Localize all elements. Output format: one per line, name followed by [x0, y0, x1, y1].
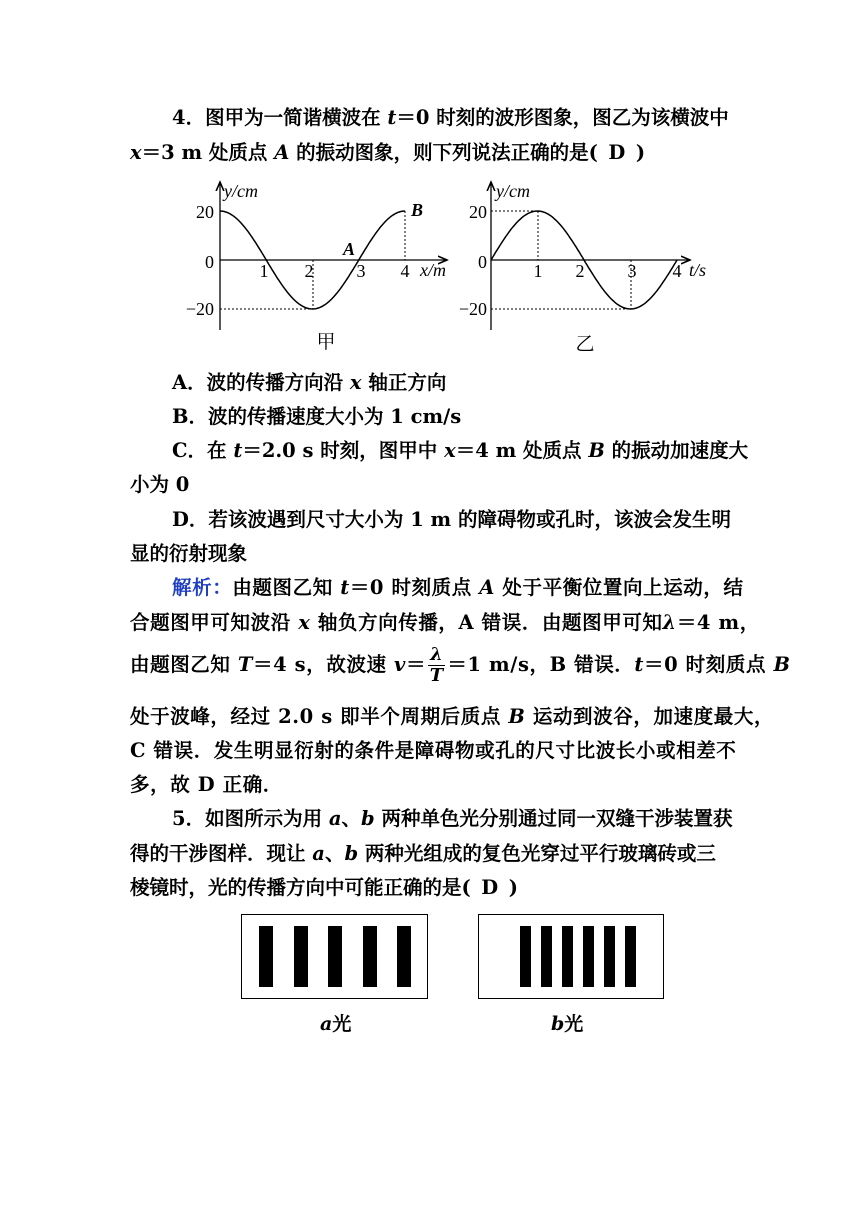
solution-line6: 多，故 D 正确．: [130, 773, 283, 796]
q5-stem-line3: 棱镜时，光的传播方向中可能正确的是( D ): [130, 876, 518, 899]
solution-line5: C 错误．发生明显衍射的条件是障碍物或孔的尺寸比波长小或相差不: [130, 739, 737, 762]
interference-pattern-b: [478, 914, 664, 999]
solution-line4: 处于波峰，经过 2.0 s 即半个周期后质点 B 运动到波谷，加速度最大，: [130, 705, 775, 728]
figure-jia: [186, 181, 447, 353]
solution-line3: 由题图乙知 T＝4 s，故波速 v＝ $\frac{\lambda}{T}$ ＝1 m/s，B 错误．t＝0 时刻质点 B: [130, 644, 791, 686]
caption-yi: 乙: [575, 334, 595, 355]
fringe: [328, 926, 342, 987]
y-axis-label: y/cm: [224, 181, 258, 201]
option-a: A．波的传播方向沿 x 轴正方向: [172, 371, 447, 394]
answer-choice: D: [608, 141, 626, 164]
wave-speed-fraction: $\frac{\lambda}{T}$: [429, 644, 444, 686]
question-number: 4．: [172, 106, 206, 129]
q5-stem-line2: 得的干涉图样．现让 a、b 两种光组成的复色光穿过平行玻璃砖或三: [130, 842, 716, 865]
point-b-label: B: [411, 200, 424, 220]
fringe: [520, 926, 531, 987]
fringe: [294, 926, 308, 987]
fringe: [583, 926, 594, 987]
t-tick: 1: [533, 261, 543, 281]
y-tick: 20: [469, 202, 487, 222]
y-tick: 0: [205, 252, 214, 272]
figure-yi: [459, 181, 706, 355]
x-tick: 1: [259, 261, 269, 281]
x-tick: 3: [356, 261, 366, 281]
answer-choice: D: [481, 876, 499, 899]
fringe: [625, 926, 636, 987]
caption-a-light: a光: [320, 1013, 352, 1035]
wave-figures: [0, 170, 860, 360]
x-axis-label: x/m: [420, 260, 446, 280]
q4-stem-line1: 4．图甲为一简谐横波在 t＝0 时刻的波形图象，图乙为该横波中: [172, 106, 729, 129]
point-a-label: A: [343, 239, 356, 259]
y-tick: 0: [478, 252, 487, 272]
option-d-line2: 显的衍射现象: [130, 542, 248, 565]
y-axis-label: y/cm: [496, 181, 530, 201]
fringe: [604, 926, 615, 987]
q5-stem-line1: 5．如图所示为用 a、b 两种单色光分别通过同一双缝干涉装置获: [172, 807, 733, 830]
solution-line1: 解析：由题图乙知 t＝0 时刻质点 A 处于平衡位置向上运动，结: [172, 576, 744, 599]
option-c-line2: 小为 0: [130, 473, 190, 496]
solution-label: 解析：: [172, 576, 233, 599]
t-tick: 4: [672, 261, 682, 281]
q4-stem-line2: x＝3 m 处质点 A 的振动图象，则下列说法正确的是( D ): [130, 141, 646, 164]
t-tick: 3: [627, 261, 637, 281]
y-tick: −20: [185, 299, 214, 319]
t-tick: 2: [575, 261, 585, 281]
t-axis-label: t/s: [689, 260, 707, 280]
fringe: [363, 926, 377, 987]
solution-line2: 合题图甲可知波沿 x 轴负方向传播，A 错误．由题图甲可知λ＝4 m，: [130, 611, 760, 634]
question-number: 5．: [172, 807, 206, 830]
caption-b-light: b光: [551, 1013, 584, 1035]
caption-jia: 甲: [316, 332, 336, 353]
option-d-line1: D．若该波遇到尺寸大小为 1 m 的障碍物或孔时，该波会发生明: [172, 508, 731, 531]
option-c-line1: C．在 t＝2.0 s 时刻，图甲中 x＝4 m 处质点 B 的振动加速度大: [172, 439, 749, 462]
interference-pattern-a: [241, 914, 428, 999]
fringe: [541, 926, 552, 987]
fringe: [259, 926, 273, 987]
x-tick: 2: [304, 261, 314, 281]
y-tick: 20: [196, 202, 214, 222]
fringe: [397, 926, 411, 987]
x-tick: 4: [400, 261, 410, 281]
fringe: [562, 926, 573, 987]
y-tick: −20: [458, 299, 487, 319]
option-b: B．波的传播速度大小为 1 cm/s: [172, 405, 462, 428]
